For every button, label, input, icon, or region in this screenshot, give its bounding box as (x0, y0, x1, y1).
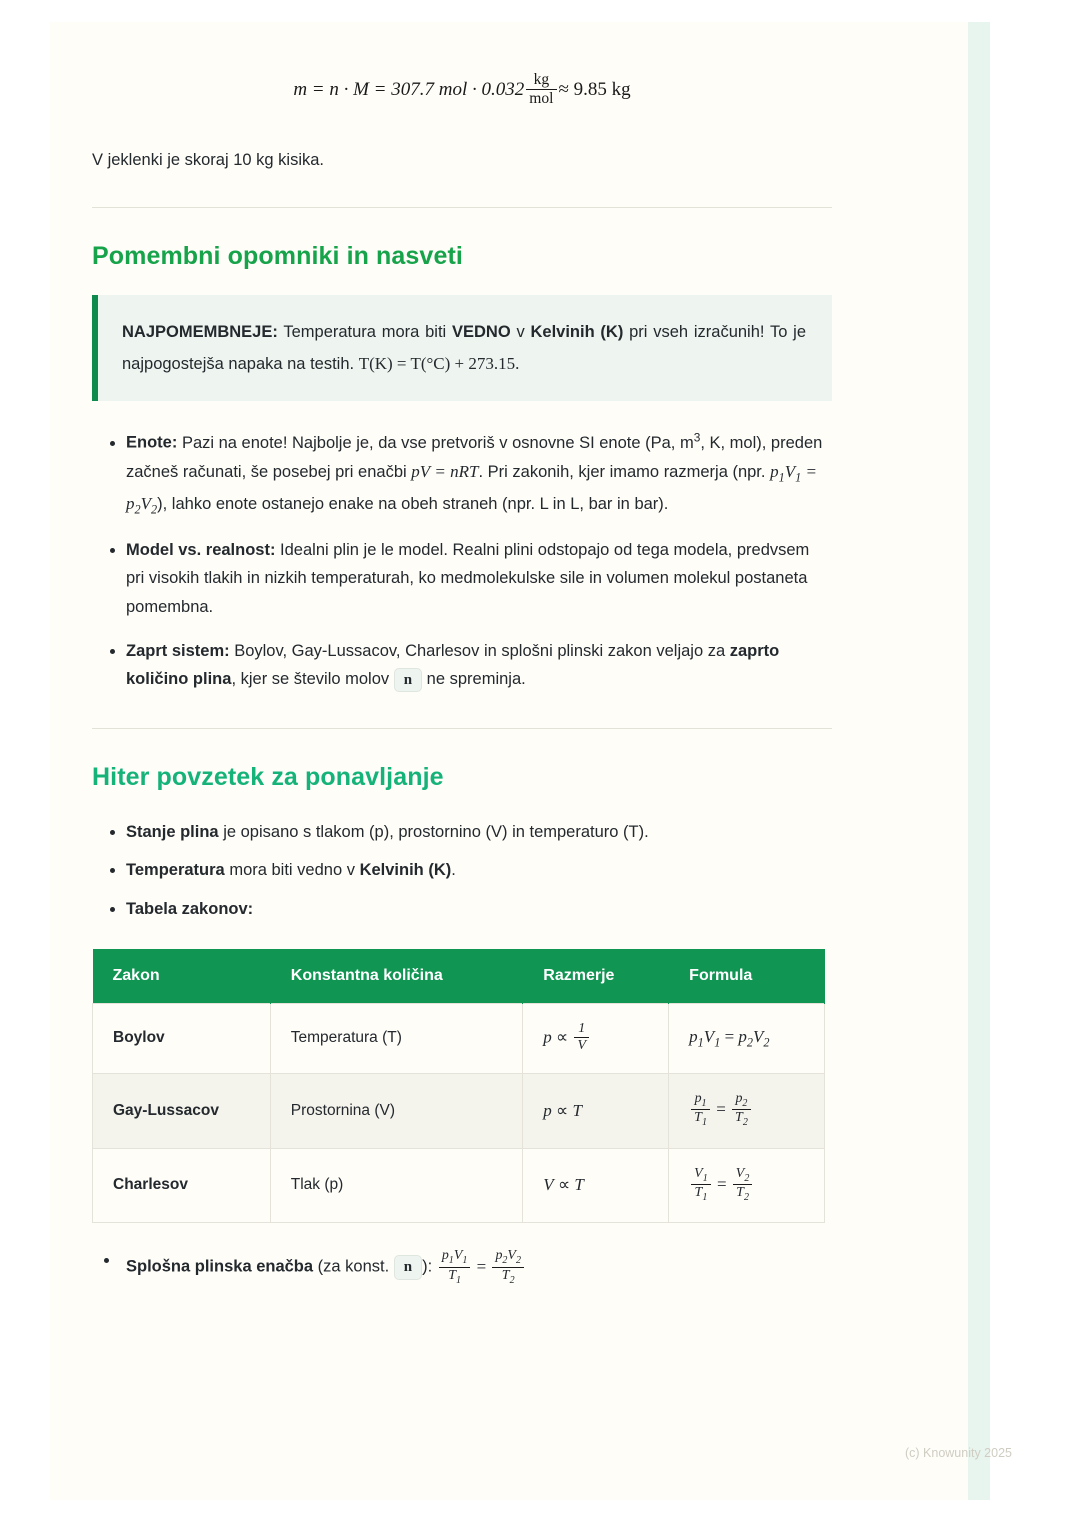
kg-per-mol-fraction (526, 71, 556, 108)
bullet-state (126, 818, 832, 846)
mass-formula (92, 72, 832, 109)
bullet-closed-system-lead: Zaprt sistem: (126, 642, 230, 661)
table-header-razmerje: Razmerje (523, 949, 669, 1004)
final-line-tail: ): (422, 1257, 433, 1276)
callout-label: NAJPOMEMBNEJE: (122, 323, 278, 342)
table-row (93, 1003, 825, 1073)
table-body (93, 1003, 825, 1222)
callout-text-1: Temperatura mora biti (283, 323, 447, 342)
mass-formula-lhs: m = n · M = 307.7 mol · 0.032 (293, 78, 525, 100)
bullet-state-lead: Stanje plina (126, 822, 219, 841)
right-edge-strip (968, 22, 990, 1500)
cell-konstanta-gaylussac: Prostornina (V) (270, 1073, 523, 1148)
final-line-middle: (za konst. (317, 1257, 390, 1276)
bullet-table-intro-lead: Tabela zakonov: (126, 899, 254, 918)
bullet-temperature-text: mora biti vedno v Kelvinih (K). (229, 861, 456, 880)
callout-bold-kelvin: Kelvinih (K) (530, 323, 624, 342)
callout-text-2: v (516, 323, 525, 342)
callout-kelvin-formula: T(K) = T(°C) + 273.15. (358, 353, 520, 373)
cell-razmerje-boylov: p ∝ $\frac{1}{V}$ (523, 1003, 669, 1073)
bullet-model-text: Idealni plin je le model. Realni plini odstopajo od tega modela, predvsem pri visokih tlakih in nizkih temperaturah, ko medmolekulske sile in volumen molekul postaneta pomembna. (126, 540, 810, 616)
bullet-temperature (126, 856, 832, 884)
cell-konstanta-boylov: Temperatura (T) (270, 1003, 523, 1073)
final-line-lead: Splošna plinska enačba (126, 1257, 314, 1276)
cell-formula-charles: $\frac{V_1}{T_1}$ = $\frac{V_2}{T_2}$ (669, 1148, 825, 1223)
section-title-notes: Pomembni opomniki in nasveti (92, 242, 463, 271)
section-title-summary: Hiter povzetek za ponavljanje (92, 762, 444, 791)
section-divider-2 (92, 728, 832, 729)
callout-bold-vedno: VEDNO (451, 323, 511, 342)
general-gas-equation-line (92, 1249, 832, 1287)
bullet-model-lead: Model vs. realnost: (126, 540, 276, 559)
table-header-zakon: Zakon (93, 949, 271, 1004)
summary-bullet-list (92, 818, 832, 923)
mass-formula-rhs: ≈ 9.85 kg (558, 78, 631, 100)
cell-formula-gaylussac: $\frac{p_1}{T_1}$ = $\frac{p_2}{T_2}$ (669, 1073, 825, 1148)
cell-zakon-boylov: Boylov (93, 1003, 271, 1073)
table-row (93, 1148, 825, 1223)
bullet-dot-icon (104, 1258, 109, 1263)
fraction-numerator: kg (533, 71, 550, 88)
bullet-model (126, 536, 832, 621)
callout-text-3: pri vseh izračunih! To je najpogostejša napaka na testih. (122, 323, 806, 373)
bullet-closed-system-text: Boylov, Gay-Lussacov, Charlesov in splošni plinski zakon veljajo za zaprto količino plina, kjer se število molov n ne spreminja. (126, 642, 779, 688)
gas-laws-table (92, 949, 825, 1223)
bullet-table-intro (126, 895, 832, 923)
cell-konstanta-charles: Tlak (p) (270, 1148, 523, 1223)
bullet-closed-system (126, 637, 832, 694)
cell-zakon-gaylussac: Gay-Lussacov (93, 1073, 271, 1148)
section-divider-1 (92, 207, 832, 208)
table-row (93, 1073, 825, 1148)
important-callout (92, 295, 832, 401)
cell-razmerje-gaylussac: p ∝ T (523, 1073, 669, 1148)
table-header-row (93, 949, 825, 1004)
notes-bullet-list (92, 427, 832, 694)
cell-zakon-charles: Charlesov (93, 1148, 271, 1223)
cell-razmerje-charles: V ∝ T (523, 1148, 669, 1223)
bullet-units-lead: Enote: (126, 433, 178, 452)
bullet-state-text: je opisano s tlakom (p), prostornino (V) in temperaturo (T). (223, 822, 649, 841)
document-content (92, 22, 832, 1287)
fraction-denominator: mol (526, 89, 556, 108)
bullet-units (126, 427, 832, 520)
general-gas-equation-formula: $\frac{p_1V_1}{T_1}$ = $\frac{p_2V_2}{T_2}$ (437, 1257, 526, 1276)
table-header (93, 949, 825, 1004)
bullet-units-text: Pazi na enote! Najbolje je, da vse pretvoriš v osnovne SI enote (Pa, $m^3$, K, mol), preden začneš računati, še posebej pri enačbi pV = nRT. Pri zakonih, kjer imamo razmerja (npr. $p_1V_1 = p_2V_2$), lahko enote ostanejo enake na obeh straneh (npr. L in L, bar in bar). (126, 430, 823, 516)
mol-chip: n (394, 1255, 422, 1280)
mol-chip: n (394, 668, 422, 693)
table-header-konstanta: Konstantna količina (270, 949, 523, 1004)
watermark: (c) Knowunity 2025 (904, 1446, 1012, 1460)
intro-paragraph: V jeklenki je skoraj 10 kg kisika. (92, 150, 325, 169)
cell-formula-boylov: $p_1V_1 = p_2V_2$ (669, 1003, 825, 1073)
table-header-formula: Formula (669, 949, 825, 1004)
bullet-temperature-lead: Temperatura (126, 861, 225, 880)
